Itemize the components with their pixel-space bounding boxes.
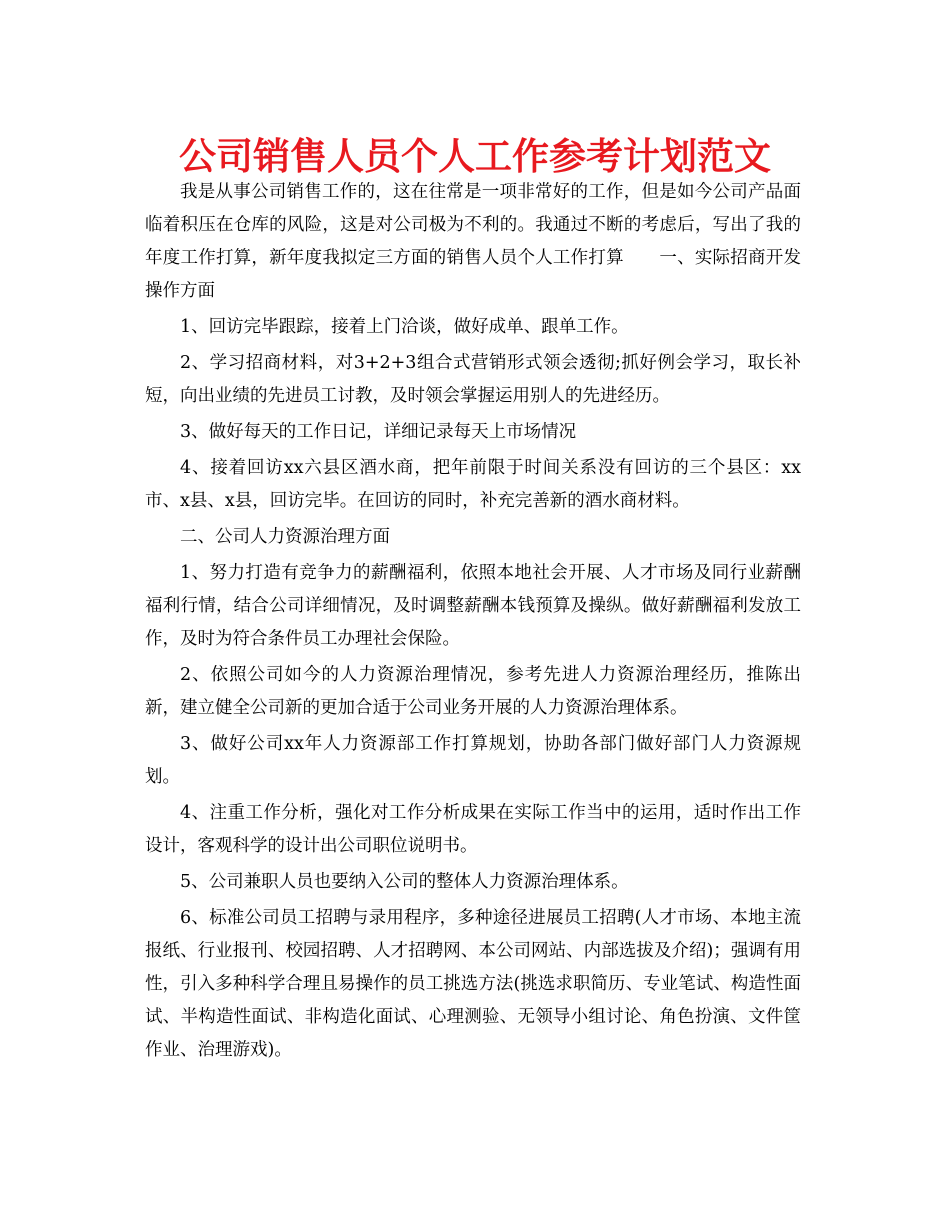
paragraph-item: 3、做好每天的工作日记，详细记录每天上市场情况	[180, 422, 577, 442]
section-heading: 二、公司人力资源治理方面	[180, 527, 390, 547]
paragraph-item: 1、努力打造有竞争力的薪酬福利，依照本地社会开展、人才市场及同行业薪酬福利行情，结合公司详细情况，及时调整薪酬本钱预算及操纵。做好薪酬福利发放工作，及时为符合条件员工办理社会保险。	[145, 563, 801, 649]
paragraph-intro: 我是从事公司销售工作的，这在往常是一项非常好的工作，但是如今公司产品面临着积压在仓库的风险，这是对公司极为不利的。我通过不断的考虑后，写出了我的年度工作打算，新年度我拟定三方面的销售人员个人工作打算 一、实际招商开发操作方面	[145, 182, 801, 301]
document-body	[145, 176, 801, 1070]
paragraph-item: 4、接着回访xx六县区酒水商，把年前限于时间关系没有回访的三个县区：xx市、x县、x县，回访完毕。在回访的同时，补充完善新的酒水商材料。	[145, 458, 801, 511]
paragraph-item: 5、公司兼职人员也要纳入公司的整体人力资源治理体系。	[180, 872, 629, 892]
paragraph-item: 3、做好公司xx年人力资源部工作打算规划，协助各部门做好部门人力资源规划。	[145, 734, 801, 787]
document-title: 公司销售人员个人工作参考计划范文	[179, 135, 771, 178]
paragraph-item: 2、学习招商材料，对3+2+3组合式营销形式领会透彻;抓好例会学习，取长补短，向出业绩的先进员工讨教，及时领会掌握运用别人的先进经历。	[145, 353, 801, 406]
paragraph-item: 6、标准公司员工招聘与录用程序，多种途径进展员工招聘(人才市场、本地主流报纸、行业报刊、校园招聘、人才招聘网、本公司网站、内部选拔及介绍)；强调有用性，引入多种科学合理且易操作的员工挑选方法(挑选求职简历、专业笔试、构造性面试、半构造性面试、非构造化面试、心理测验、无领导小组讨论、角色扮演、文件筐作业、治理游戏)。	[145, 908, 801, 1060]
paragraph-item: 4、注重工作分析，强化对工作分析成果在实际工作当中的运用，适时作出工作设计，客观科学的设计出公司职位说明书。	[145, 803, 801, 856]
paragraph-item: 2、依照公司如今的人力资源治理情况，参考先进人力资源治理经历，推陈出新，建立健全公司新的更加合适于公司业务开展的人力资源治理体系。	[145, 665, 801, 718]
paragraph-item: 1、回访完毕跟踪，接着上门洽谈，做好成单、跟单工作。	[180, 317, 629, 337]
